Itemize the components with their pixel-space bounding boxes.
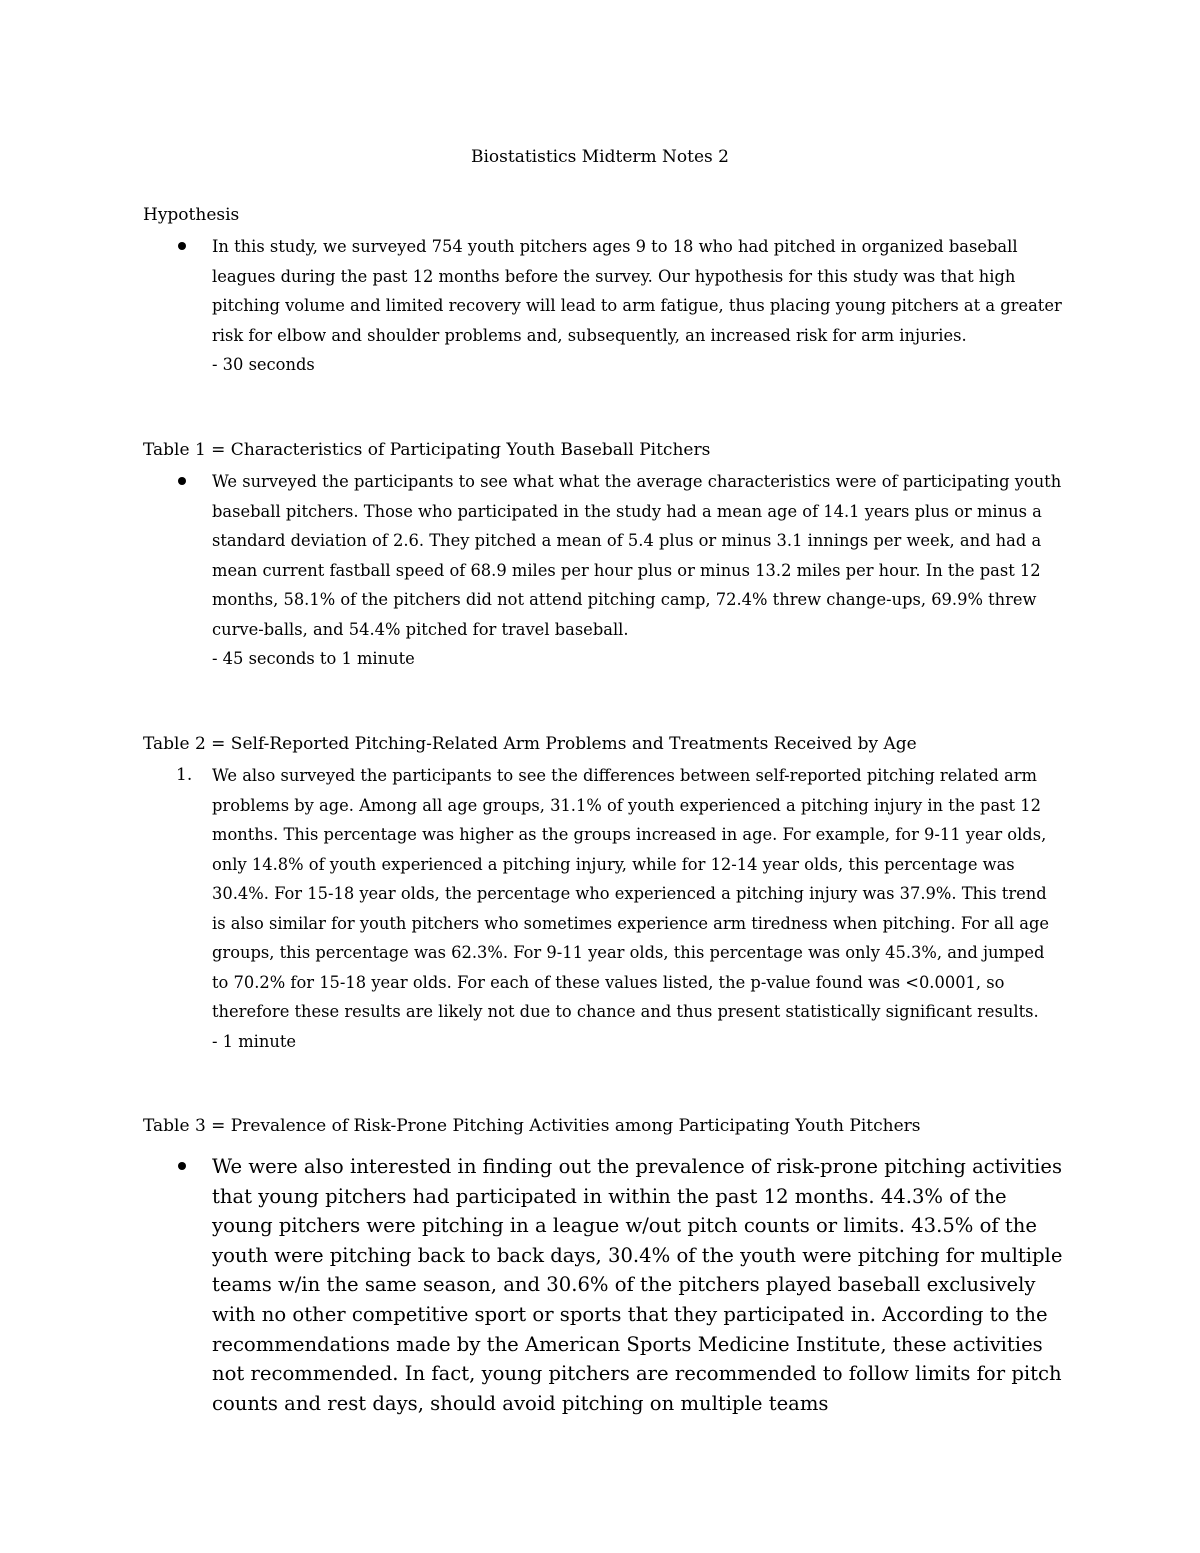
table1-bullet-item bbox=[212, 467, 1062, 644]
hypothesis-bullet-item bbox=[212, 232, 1062, 350]
bullet-icon bbox=[176, 232, 206, 262]
hypothesis-heading: Hypothesis bbox=[143, 205, 240, 225]
section-table3 bbox=[143, 1114, 1073, 1418]
bullet-icon bbox=[176, 1152, 206, 1182]
document-title: Biostatistics Midterm Notes 2 bbox=[471, 147, 729, 167]
table1-time: - 45 seconds to 1 minute bbox=[212, 649, 415, 668]
section-table2 bbox=[143, 732, 1073, 1056]
hypothesis-time: - 30 seconds bbox=[212, 355, 315, 374]
table3-bullet-item bbox=[212, 1152, 1072, 1418]
table3-heading: Table 3 = Prevalence of Risk-Prone Pitching Activities among Participating Youth Pitchers bbox=[143, 1116, 921, 1136]
table2-item-text: We also surveyed the participants to see the differences between self-reported pitching related arm problems by age. Among all age groups, 31.1% of youth experienced a pitching injury in the past 12 months. This percentage was higher as the groups increased in age. For example, for 9-11 year olds, only 14.8% of youth experienced a pitching injury, while for 12-14 year olds, this percentage was 30.4%. For 15-18 year olds, the percentage who experienced a pitching injury was 37.9%. This trend is also similar for youth pitchers who sometimes experience arm tiredness when pitching. For all age groups, this percentage was 62.3%. For 9-11 year olds, this percentage was only 45.3%, and jumped to 70.2% for 15-18 year olds. For each of these values listed, the p-value found was <0.0001, so therefore these results are likely not due to chance and thus present statistically significant results. bbox=[212, 766, 1050, 1021]
table1-heading: Table 1 = Characteristics of Participating Youth Baseball Pitchers bbox=[143, 440, 711, 460]
table2-heading: Table 2 = Self-Reported Pitching-Related Arm Problems and Treatments Received by Age bbox=[143, 734, 917, 754]
hypothesis-bullet-text: In this study, we surveyed 754 youth pitchers ages 9 to 18 who had pitched in organized baseball leagues during the past 12 months before the survey. Our hypothesis for this study was that high pitching volume and limited recovery will lead to arm fatigue, thus placing young pitchers at a greater risk for elbow and shoulder problems and, subsequently, an increased risk for arm injuries. bbox=[212, 237, 1062, 345]
table3-bullet-text: We were also interested in finding out the prevalence of risk-prone pitching activities that young pitchers had participated in within the past 12 months. 44.3% of the young pitchers were pitching in a league w/out pitch counts or limits. 43.5% of the youth were pitching back to back days, 30.4% of the youth were pitching for multiple teams w/in the same season, and 30.6% of the pitchers played baseball exclusively with no other competitive sport or sports that they participated in. According to the recommendations made by the American Sports Medicine Institute, these activities not recommended. In fact, young pitchers are recommended to follow limits for pitch counts and rest days, should avoid pitching on multiple teams bbox=[212, 1155, 1063, 1415]
section-table1 bbox=[143, 438, 1073, 674]
list-number: 1. bbox=[176, 765, 193, 785]
table2-time: - 1 minute bbox=[212, 1031, 297, 1051]
table1-bullet-text: We surveyed the participants to see what what the average characteristics were of participating youth baseball pitchers. Those who participated in the study had a mean age of 14.1 years plus or minus a standard deviation of 2.6. They pitched a mean of 5.4 plus or minus 3.1 innings per week, and had a mean current fastball speed of 68.9 miles per hour plus or minus 13.2 miles per hour. In the past 12 months, 58.1% of the pitchers did not attend pitching camp, 72.4% threw change-ups, 69.9% threw curve-balls, and 54.4% pitched for travel baseball. bbox=[212, 472, 1062, 639]
bullet-icon bbox=[176, 467, 206, 497]
table2-numbered-item bbox=[176, 761, 1062, 1027]
section-hypothesis bbox=[143, 203, 1073, 380]
